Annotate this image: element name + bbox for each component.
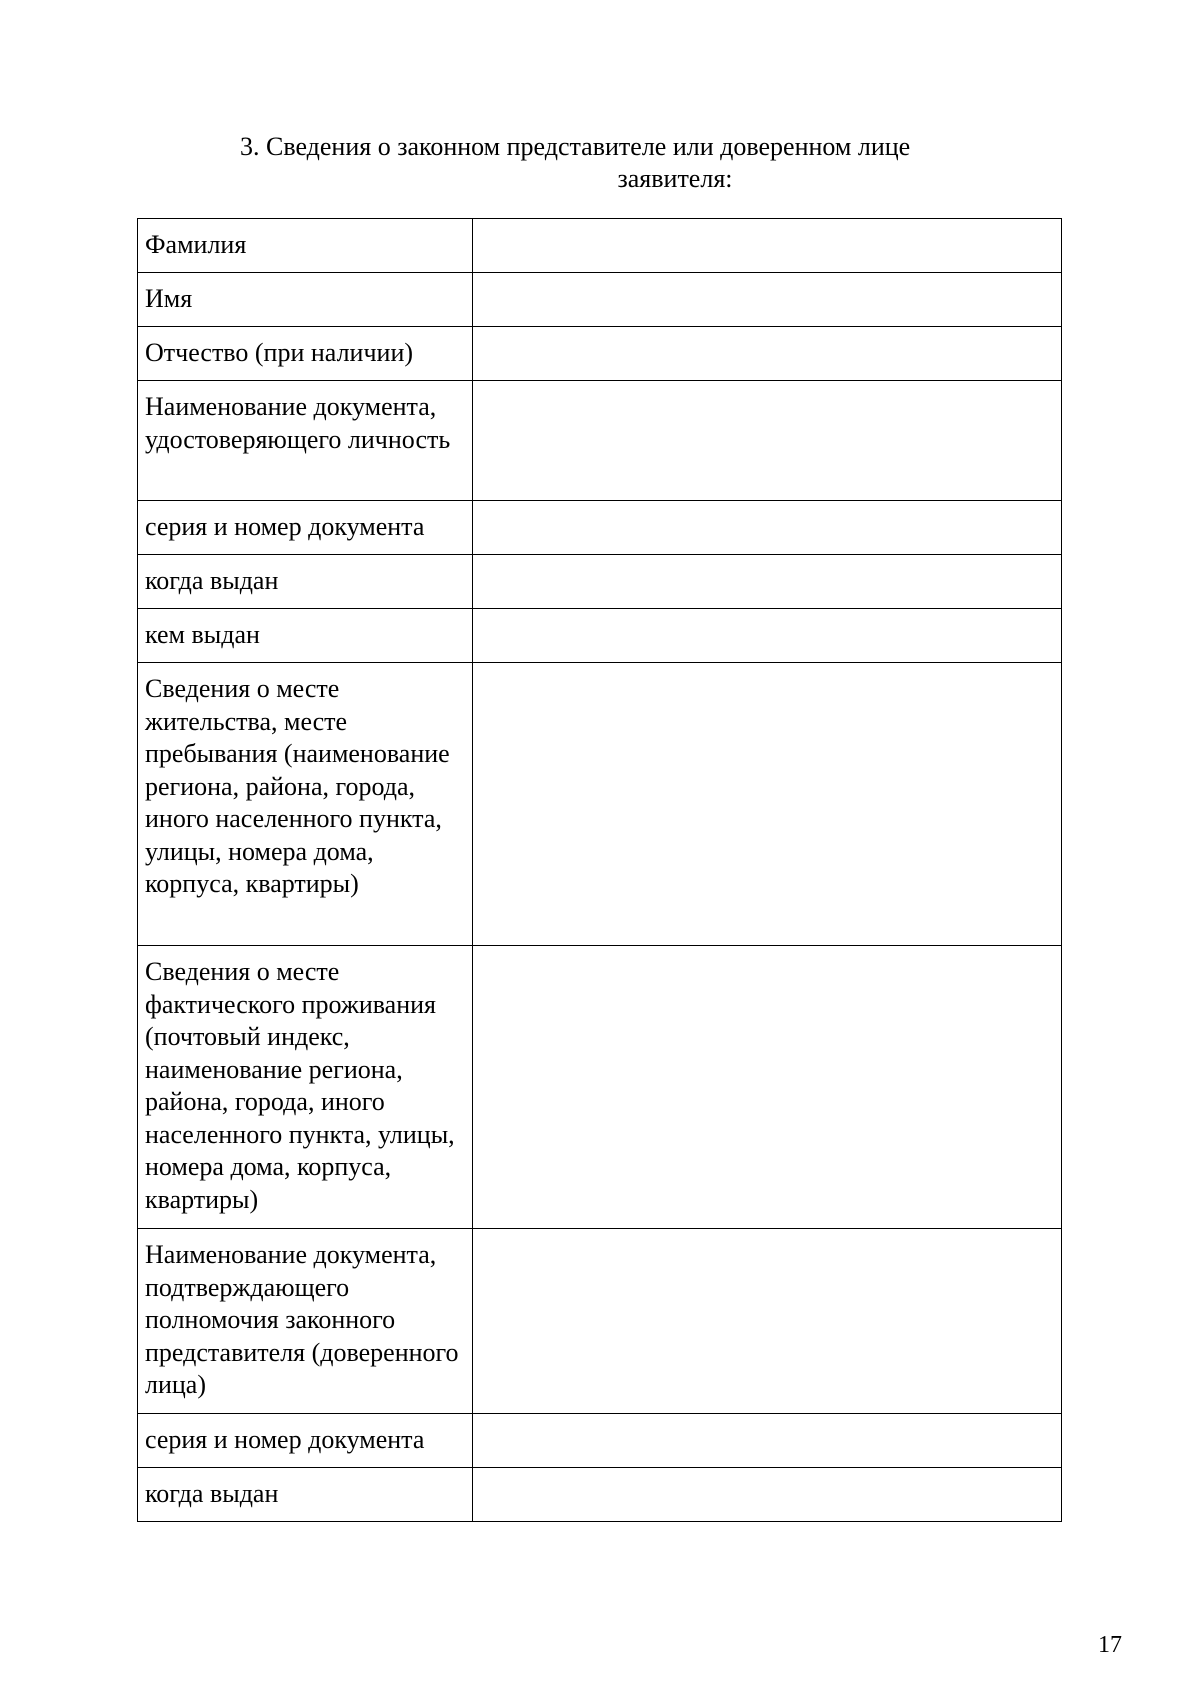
- name-field[interactable]: [473, 273, 1062, 327]
- row-label-id-series-number: серия и номер документа: [138, 501, 473, 555]
- authority-series-number-field[interactable]: [473, 1414, 1062, 1468]
- id-series-number-field[interactable]: [473, 501, 1062, 555]
- section-heading-line1: 3. Сведения о законном представителе или доверенном лице: [240, 132, 911, 161]
- representative-info-table: [137, 218, 1062, 1522]
- id-issued-by-field[interactable]: [473, 609, 1062, 663]
- actual-residence-field[interactable]: [473, 946, 1062, 1229]
- table-row: [138, 1414, 1062, 1468]
- surname-field[interactable]: [473, 219, 1062, 273]
- row-label-id-issued-by: кем выдан: [138, 609, 473, 663]
- patronymic-field[interactable]: [473, 327, 1062, 381]
- row-label-residence: Сведения о месте жительства, месте пребывания (наименование региона, района, города, иного населенного пункта, улицы, номера дома, корпуса, квартиры): [138, 663, 473, 946]
- table-row: [138, 663, 1062, 946]
- table-row: [138, 273, 1062, 327]
- row-label-patronymic: Отчество (при наличии): [138, 327, 473, 381]
- table-row: [138, 1229, 1062, 1414]
- id-document-field[interactable]: [473, 381, 1062, 501]
- page-number: 17: [1098, 1632, 1122, 1658]
- row-label-id-document: Наименование документа, удостоверяющего личность: [138, 381, 473, 501]
- authority-issue-date-field[interactable]: [473, 1468, 1062, 1522]
- row-label-authority-series-number: серия и номер документа: [138, 1414, 473, 1468]
- table-row: [138, 946, 1062, 1229]
- row-label-authority-document: Наименование документа, подтверждающего полномочия законного представителя (доверенного лица): [138, 1229, 473, 1414]
- residence-field[interactable]: [473, 663, 1062, 946]
- section-heading: [240, 131, 1020, 195]
- id-issue-date-field[interactable]: [473, 555, 1062, 609]
- row-label-authority-issue-date: когда выдан: [138, 1468, 473, 1522]
- table-row: [138, 327, 1062, 381]
- row-label-id-issue-date: когда выдан: [138, 555, 473, 609]
- section-heading-line2: заявителя:: [617, 164, 733, 193]
- table-row: [138, 555, 1062, 609]
- row-label-name: Имя: [138, 273, 473, 327]
- authority-document-field[interactable]: [473, 1229, 1062, 1414]
- table-row: [138, 501, 1062, 555]
- row-label-actual-residence: Сведения о месте фактического проживания (почтовый индекс, наименование региона, района, города, иного населенного пункта, улицы, номера дома, корпуса, квартиры): [138, 946, 473, 1229]
- row-label-surname: Фамилия: [138, 219, 473, 273]
- table-row: [138, 381, 1062, 501]
- table-row: [138, 609, 1062, 663]
- table-row: [138, 1468, 1062, 1522]
- table-row: [138, 219, 1062, 273]
